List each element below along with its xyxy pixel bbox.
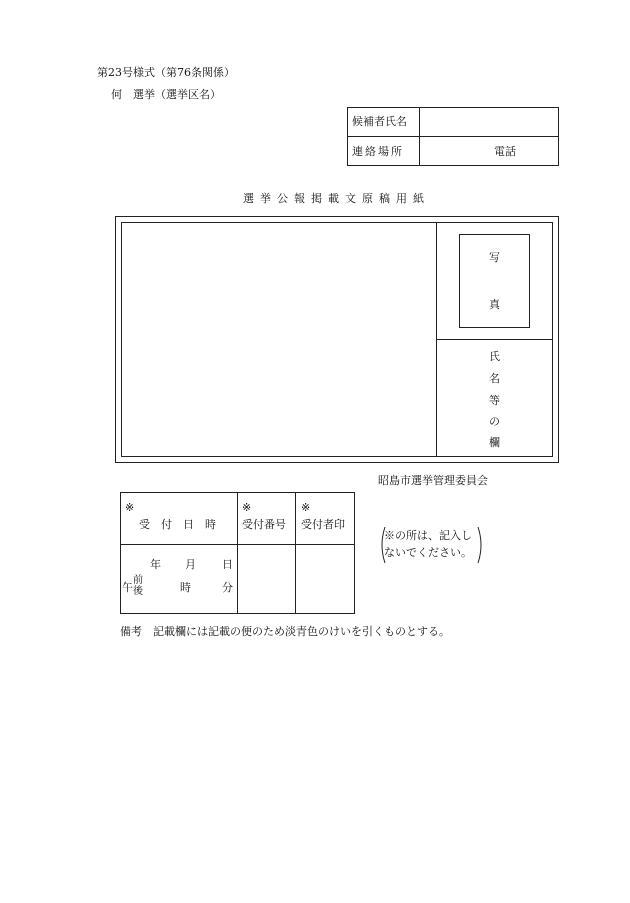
name-column-char-1: 氏 bbox=[489, 350, 500, 363]
photo-label-1: 写 bbox=[489, 251, 500, 264]
time-ampm-prefix: 午 bbox=[122, 581, 133, 594]
receiver-stamp-field[interactable] bbox=[296, 545, 354, 613]
date-month-label: 月 bbox=[185, 558, 196, 571]
reception-number-field[interactable] bbox=[238, 545, 294, 613]
reception-datetime-field[interactable] bbox=[121, 545, 236, 613]
photo-label-2: 真 bbox=[489, 298, 500, 311]
reception-number-header: 受付番号 bbox=[242, 518, 286, 531]
photo-box bbox=[459, 234, 530, 328]
name-column-char-3: 等 bbox=[489, 394, 500, 407]
receiver-stamp-header: 受付者印 bbox=[301, 518, 345, 531]
date-day-label: 日 bbox=[222, 558, 233, 571]
phone-label: 電話 bbox=[494, 145, 516, 158]
election-name-line: 何 選挙（選挙区名） bbox=[111, 88, 221, 101]
contact-table-row-divider bbox=[347, 136, 559, 137]
receiver-stamp-mark: ※ bbox=[301, 501, 311, 514]
reception-datetime-header: 受 付 日 時 bbox=[139, 518, 216, 531]
reception-number-mark: ※ bbox=[242, 501, 252, 514]
photo-name-divider bbox=[436, 339, 553, 340]
time-minute-label: 分 bbox=[222, 581, 233, 594]
reception-datetime-mark: ※ bbox=[125, 501, 135, 514]
note-line-1: ※の所は、記入し bbox=[384, 529, 472, 542]
name-column-char-4: の bbox=[489, 415, 500, 428]
time-pm-label: 後 bbox=[133, 586, 143, 597]
note-right-bracket bbox=[475, 526, 487, 564]
content-writing-area[interactable] bbox=[122, 223, 435, 456]
time-am-label: 前 bbox=[133, 575, 143, 586]
candidate-name-label: 候補者氏名 bbox=[352, 115, 407, 128]
name-column-char-5: 欄 bbox=[489, 436, 500, 449]
note-line-2: ないでください。 bbox=[384, 546, 472, 559]
remarks-text: 備考 記載欄には記載の便のため淡青色のけいを引くものとする。 bbox=[120, 625, 450, 638]
date-year-label: 年 bbox=[150, 558, 161, 571]
committee-name: 昭島市選挙管理委員会 bbox=[378, 474, 488, 487]
contact-place-label: 連絡場所 bbox=[352, 145, 404, 158]
time-hour-label: 時 bbox=[180, 581, 191, 594]
form-number: 第23号様式（第76条関係） bbox=[97, 66, 235, 79]
name-column-char-2: 名 bbox=[489, 372, 500, 385]
form-title: 選挙公報掲載文原稿用紙 bbox=[243, 192, 430, 205]
